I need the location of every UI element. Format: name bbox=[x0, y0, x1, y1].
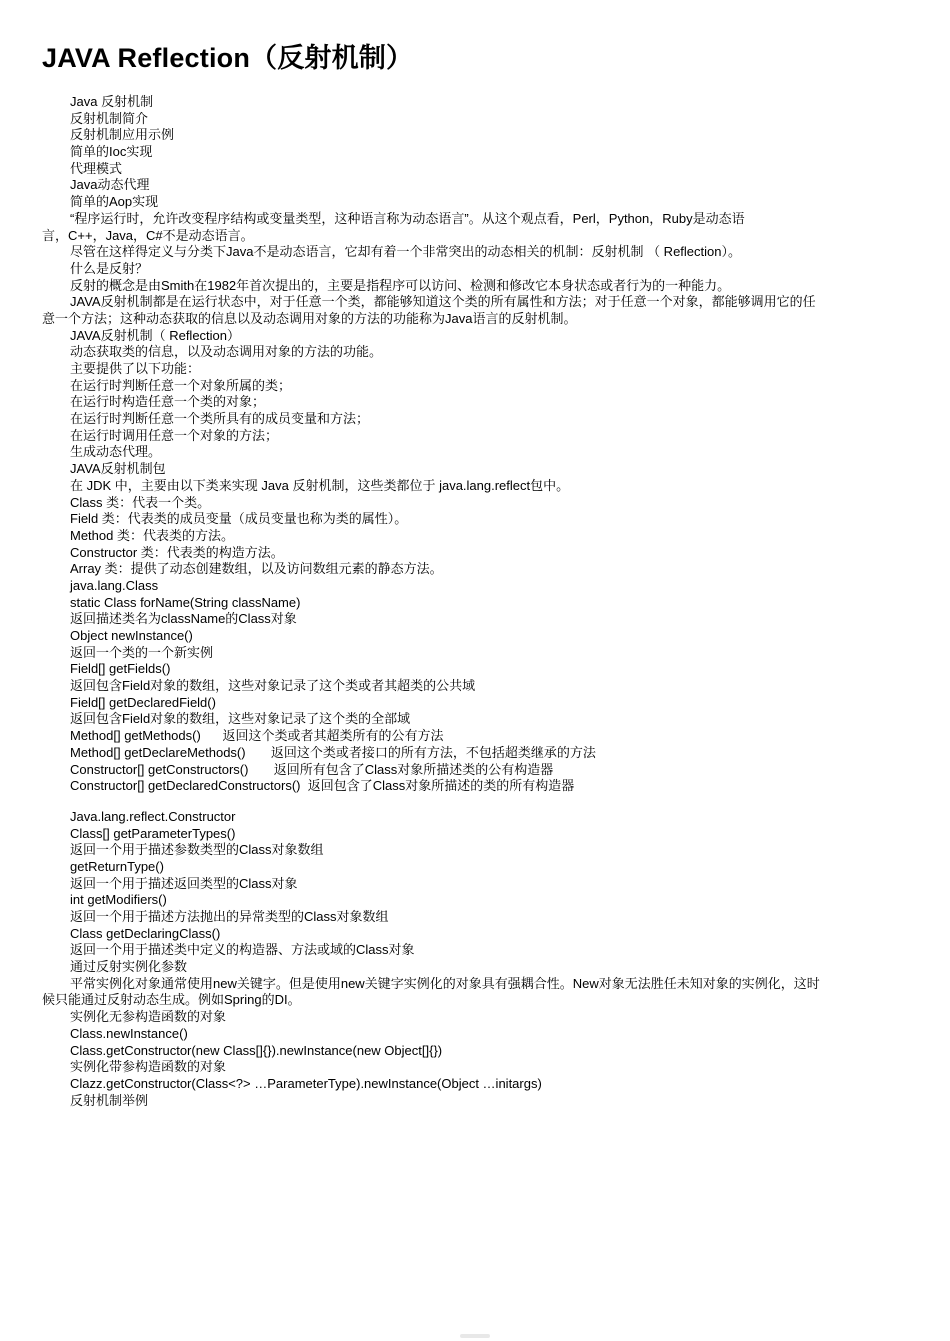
text-line: 意一个方法；这种动态获取的信息以及动态调用对象的方法的功能称为Java语言的反射机制。 bbox=[42, 310, 577, 326]
text-line: Class 类：代表一个类。 bbox=[70, 494, 211, 510]
text-line: 反射机制简介 bbox=[70, 110, 149, 126]
text-line: Method 类：代表类的方法。 bbox=[70, 527, 234, 543]
text-line: 返回描述类名为className的Class对象 bbox=[70, 611, 297, 627]
text-line: 在 JDK 中，主要由以下类来实现 Java 反射机制，这些类都位于 java.lang.reflect包中。 bbox=[70, 477, 570, 493]
text-line: 返回一个用于描述参数类型的Class对象数组 bbox=[70, 842, 324, 858]
text-line: Class[] getParameterTypes() bbox=[70, 825, 236, 841]
text-line: Class getDeclaringClass() bbox=[70, 925, 221, 941]
page-title: JAVA Reflection（反射机制） bbox=[42, 43, 414, 73]
text-line: Java动态代理 bbox=[70, 177, 150, 193]
text-line: Field 类：代表类的成员变量（成员变量也称为类的属性）。 bbox=[70, 511, 408, 527]
text-line: Field[] getDeclaredField() bbox=[70, 694, 216, 710]
text-line: Java.lang.reflect.Constructor bbox=[70, 808, 236, 824]
text-line: 平常实例化对象通常使用new关键字。但是使用new关键字实例化的对象具有强耦合性。New对象无法胜任未知对象的实例化，这时 bbox=[70, 975, 820, 991]
text-line: JAVA反射机制（ Reflection） bbox=[70, 327, 241, 343]
text-line: 实例化无参构造函数的对象 bbox=[70, 1009, 227, 1025]
text-line: 简单的Ioc实现 bbox=[70, 144, 153, 160]
text-line: JAVA反射机制都是在运行状态中，对于任意一个类，都能够知道这个类的所有属性和方法；对于任意一个对象，都能够调用它的任 bbox=[70, 294, 816, 310]
text-line: Method[] getDeclareMethods() 返回这个类或者接口的所有方法，不包括超类继承的方法 bbox=[70, 744, 596, 760]
text-line: 返回包含Field对象的数组，这些对象记录了这个类或者其超类的公共域 bbox=[70, 678, 476, 694]
text-line: 简单的Aop实现 bbox=[70, 194, 159, 210]
text-line: Java 反射机制 bbox=[70, 94, 154, 109]
text-line: int getModifiers() bbox=[70, 892, 167, 908]
page-footer-mark bbox=[460, 1334, 490, 1338]
text-line: Array 类：提供了动态创建数组，以及访问数组元素的静态方法。 bbox=[70, 561, 443, 577]
text-line: Method[] getMethods() 返回这个类或者其超类所有的公有方法 bbox=[70, 728, 444, 744]
text-line: 在运行时判断任意一个类所具有的成员变量和方法； bbox=[70, 411, 370, 427]
text-line: JAVA反射机制包 bbox=[70, 461, 166, 477]
text-line: 在运行时判断任意一个对象所属的类； bbox=[70, 377, 292, 393]
text-line: 候只能通过反射动态生成。例如Spring的DI。 bbox=[42, 992, 301, 1008]
text-line: 尽管在这样得定义与分类下Java不是动态语言，它却有着一个非常突出的动态相关的机制：反射机制 （ Reflection）。 bbox=[70, 244, 741, 260]
text-line: Constructor 类：代表类的构造方法。 bbox=[70, 544, 284, 560]
text-line: static Class forName(String className) bbox=[70, 594, 301, 610]
text-line: java.lang.Class bbox=[70, 577, 159, 593]
text-line: 返回一个用于描述方法抛出的异常类型的Class对象数组 bbox=[70, 909, 389, 924]
text-line: Field[] getFields() bbox=[70, 661, 171, 677]
text-line: Class.getConstructor(new Class[]{}).newInstance(new Object[]{}) bbox=[70, 1042, 443, 1058]
text-line: 反射机制应用示例 bbox=[70, 127, 175, 143]
text-line: 反射的概念是由Smith在1982年首次提出的，主要是指程序可以访问、检测和修改它本身状态或者行为的一种能力。 bbox=[70, 277, 731, 293]
text-line: Clazz.getConstructor(Class<?> …ParameterType).newInstance(Object …initargs) bbox=[70, 1075, 542, 1091]
text-line: 在运行时构造任意一个类的对象； bbox=[70, 394, 266, 410]
text-line: 什么是反射？ bbox=[70, 260, 149, 276]
text-line: “程序运行时，允许改变程序结构或变量类型，这种语言称为动态语言”。从这个观点看，Perl，Python，Ruby是动态语 bbox=[70, 210, 745, 226]
text-line: 反射机制举例 bbox=[70, 1092, 149, 1108]
text-line: 返回一个用于描述类中定义的构造器、方法或域的Class对象 bbox=[70, 942, 415, 958]
text-line: 言，C++，Java，C#不是动态语言。 bbox=[42, 227, 254, 243]
document-body bbox=[0, 94, 950, 1109]
text-line: 代理模式 bbox=[70, 160, 123, 176]
text-line: 生成动态代理。 bbox=[70, 444, 162, 460]
text-line: 返回包含Field对象的数组，这些对象记录了这个类的全部域 bbox=[70, 711, 411, 727]
text-line: 动态获取类的信息，以及动态调用对象的方法的功能。 bbox=[70, 344, 383, 360]
text-line: getReturnType() bbox=[70, 858, 164, 874]
text-line: 返回一个用于描述返回类型的Class对象 bbox=[70, 875, 298, 891]
text-line: Class.newInstance() bbox=[70, 1025, 188, 1041]
text-line: 在运行时调用任意一个对象的方法； bbox=[70, 427, 279, 443]
text-line: 实例化带参构造函数的对象 bbox=[70, 1059, 227, 1075]
text-line: Constructor[] getDeclaredConstructors() 返回包含了Class对象所描述的类的所有构造器 bbox=[70, 778, 575, 794]
text-line: Constructor[] getConstructors() 返回所有包含了Class对象所描述类的公有构造器 bbox=[70, 761, 554, 777]
text-line: 主要提供了以下功能： bbox=[70, 361, 201, 376]
text-line: Object newInstance() bbox=[70, 628, 193, 643]
text-line: 通过反射实例化参数 bbox=[70, 959, 188, 975]
text-line: 返回一个类的一个新实例 bbox=[70, 644, 214, 660]
